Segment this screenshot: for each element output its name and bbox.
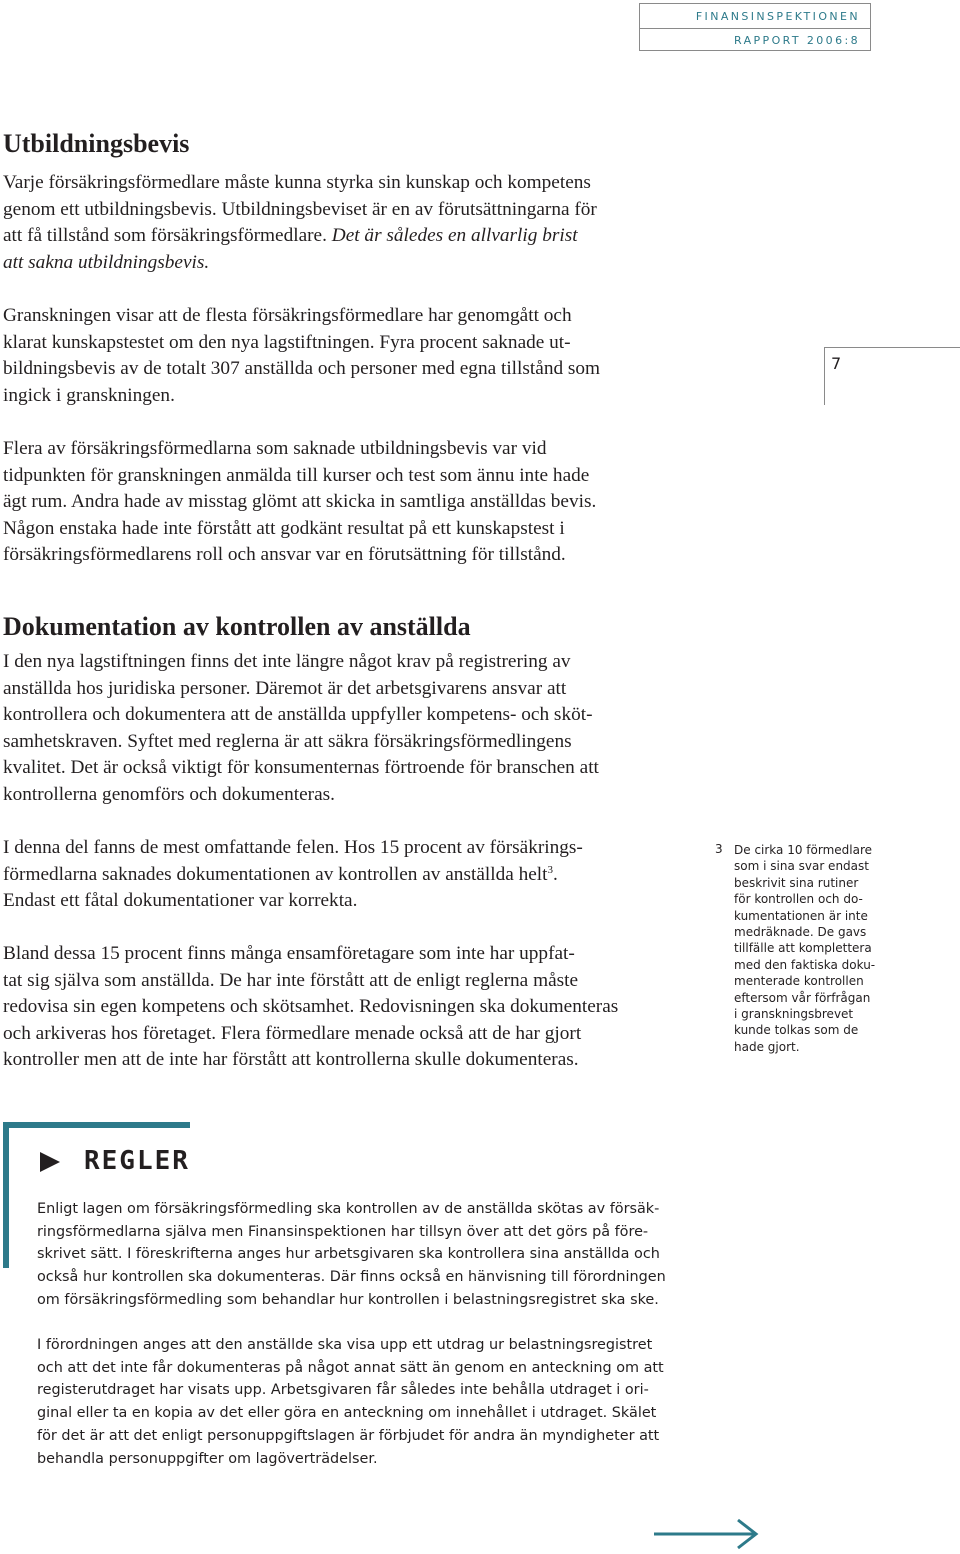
text-line: ingick i granskningen. [3, 384, 175, 406]
text-line: klarat kunskapstestet om den nya lagstiftningen. Fyra procent saknade ut- [3, 331, 571, 353]
text-line: Endast ett fåtal dokumentationer var korrekta. [3, 890, 358, 912]
regler-box-top-bar [3, 1122, 190, 1128]
text-segment: förmedlarna saknades dokumentationen av kontrollen av anställda helt [3, 863, 548, 885]
text-line: Någon enstaka hade inte förstått att godkänt resultat på ett kunskapstest i [3, 517, 565, 539]
header-organization: FINANSINSPEKTIONEN [695, 10, 860, 23]
footnote-line: hade gjort. [734, 1039, 800, 1054]
footnote-line: eftersom vår förfrågan [734, 990, 871, 1005]
text-line: bildningsbevis av de totalt 307 anställda och personer med egna tillstånd som [3, 358, 601, 380]
section-title-utbildningsbevis: Utbildningsbevis [3, 129, 190, 158]
footnote-line: beskrivit sina rutiner [734, 875, 859, 890]
text-line: anställda hos juridiska personer. Däremot är det arbetsgivarens ansvar att [3, 677, 567, 699]
footnote-reference: 3 [547, 863, 554, 876]
text-line: försäkringsförmedlarens roll och ansvar var en förutsättning för tillstånd. [3, 544, 566, 566]
page-number-rule [824, 347, 960, 405]
regler-paragraph-forordningen [37, 1334, 717, 1470]
footnote-line: kunde tolkas som de [734, 1023, 859, 1038]
text-line: kontrollerna genomförs och dokumenteras. [3, 783, 335, 805]
arrow-right-icon [654, 1518, 760, 1550]
regler-box-left-bar [3, 1122, 9, 1268]
text-segment: att få tillstånd som försäkringsförmedlare. [3, 225, 332, 247]
text-line: ginal eller ta en kopia av det eller göra en anteckning om innehållet i utdraget. Skälet [37, 1405, 657, 1422]
text-line: kontroller men att de inte har förstått att kontrollerna skulle dokumenteras. [3, 1049, 579, 1071]
footnote-line: för kontrollen och do- [734, 892, 863, 907]
footnote-line: som i sina svar endast [734, 859, 869, 874]
text-line: Granskningen visar att de flesta försäkringsförmedlare har genomgått och [3, 305, 572, 326]
text-line: genom ett utbildningsbevis. Utbildningsbeviset är en av förutsättningarna för [3, 198, 597, 220]
text-line: tidpunkten för granskningen anmälda till kurser och test som ännu inte hade [3, 464, 590, 486]
header-report-id: RAPPORT 2006:8 [733, 34, 860, 47]
text-line: och att det inte får dokumenteras på något annat sätt än genom en anteckning om att [37, 1359, 664, 1376]
footnote-line: medräknade. De gavs [734, 925, 867, 940]
footnote-line: tillfälle att komplettera [734, 941, 872, 956]
text-line: Bland dessa 15 procent finns många ensamföretagare som inte har uppfat- [3, 943, 575, 964]
text-line [3, 223, 718, 250]
text-line: kontrollera och dokumentera att de anställda uppfyller kompetens- och sköt- [3, 704, 593, 726]
regler-title: REGLER [84, 1146, 190, 1176]
text-line: I den nya lagstiftningen finns det inte längre något krav på registrering av [3, 651, 571, 672]
paragraph-ny-lagstiftning [3, 649, 718, 809]
text-line: Varje försäkringsförmedlare måste kunna styrka sin kunskap och kompetens [3, 172, 591, 193]
report-header-box [639, 3, 871, 51]
text-line: Enligt lagen om försäkringsförmedling ska kontrollen av de anställda skötas av försäk- [37, 1201, 660, 1217]
paragraph-omfattande-felen [3, 835, 718, 915]
text-line: kvalitet. Det är också viktigt för konsumenternas förtroende för branschen att [3, 757, 599, 779]
footnote-number: 3 [715, 842, 723, 856]
text-line: samhetskraven. Syftet med reglerna är att säkra försäkringsförmedlingens [3, 730, 572, 752]
paragraph-utbildningsbevis-intro [3, 170, 718, 276]
text-line [3, 862, 718, 889]
text-line: och arkiveras hos företaget. Flera förmedlare menade också att de har gjort [3, 1022, 582, 1044]
text-line: ringsförmedlarna själva men Finansinspektionen har tillsyn över att det görs på före- [37, 1223, 649, 1240]
footnote-line: med den faktiska doku- [734, 957, 876, 972]
text-line: Flera av försäkringsförmedlarna som saknade utbildningsbevis var vid [3, 438, 547, 459]
text-line: ägt rum. Andra hade av misstag glömt att skicka in samtliga anställdas bevis. [3, 491, 597, 513]
text-line: I denna del fanns de mest omfattande felen. Hos 15 procent av försäkrings- [3, 837, 583, 858]
text-line: behandla personuppgifter om lagöverträdelser. [37, 1450, 378, 1467]
header-divider [640, 28, 870, 29]
emphasis-text: att sakna utbildningsbevis. [3, 251, 210, 273]
regler-paragraph-lagen [37, 1198, 717, 1312]
text-line: registerutdraget har visats upp. Arbetsgivaren får således inte behålla utdraget i ori- [37, 1382, 649, 1399]
section-title-dokumentation: Dokumentation av kontrollen av anställda [3, 612, 471, 641]
text-line: tat sig själva som anställda. De har inte förstått att de enligt reglerna måste [3, 969, 579, 991]
page-number: 7 [831, 354, 842, 373]
paragraph-granskningen [3, 303, 718, 409]
text-line: också hur kontrollen ska dokumenteras. Där finns också en hänvisning till förordningen [37, 1269, 666, 1286]
text-line: I förordningen anges att den anställde ska visa upp ett utdrag ur belastningsregistret [37, 1337, 653, 1353]
footnote-line: kumentationen är inte [734, 908, 868, 923]
text-segment: . [553, 863, 558, 885]
footnote-line: i granskningsbrevet [734, 1007, 854, 1022]
text-line: redovisa sin egen kompetens och skötsamhet. Redovisningen ska dokumenteras [3, 996, 619, 1018]
play-triangle-icon [40, 1152, 60, 1172]
text-line: om försäkringsförmedling som behandlar hur kontrollen i belastningsregistret ska ske. [37, 1291, 659, 1308]
paragraph-ensamforetagare [3, 941, 718, 1074]
text-line: skrivet sätt. I föreskrifterna anges hur arbetsgivaren ska kontrollera sina anställda och [37, 1246, 660, 1263]
paragraph-flera-forsakringsformedlare [3, 436, 718, 569]
emphasis-text: Det är således en allvarlig brist [331, 225, 578, 247]
text-line: för det är att det enligt personuppgiftslagen är förbjudet för andra än myndigheter att [37, 1427, 660, 1444]
footnote-line: menterade kontrollen [734, 974, 864, 989]
footnote-line: De cirka 10 förmedlare [734, 843, 873, 857]
footnote-text [734, 842, 954, 1055]
